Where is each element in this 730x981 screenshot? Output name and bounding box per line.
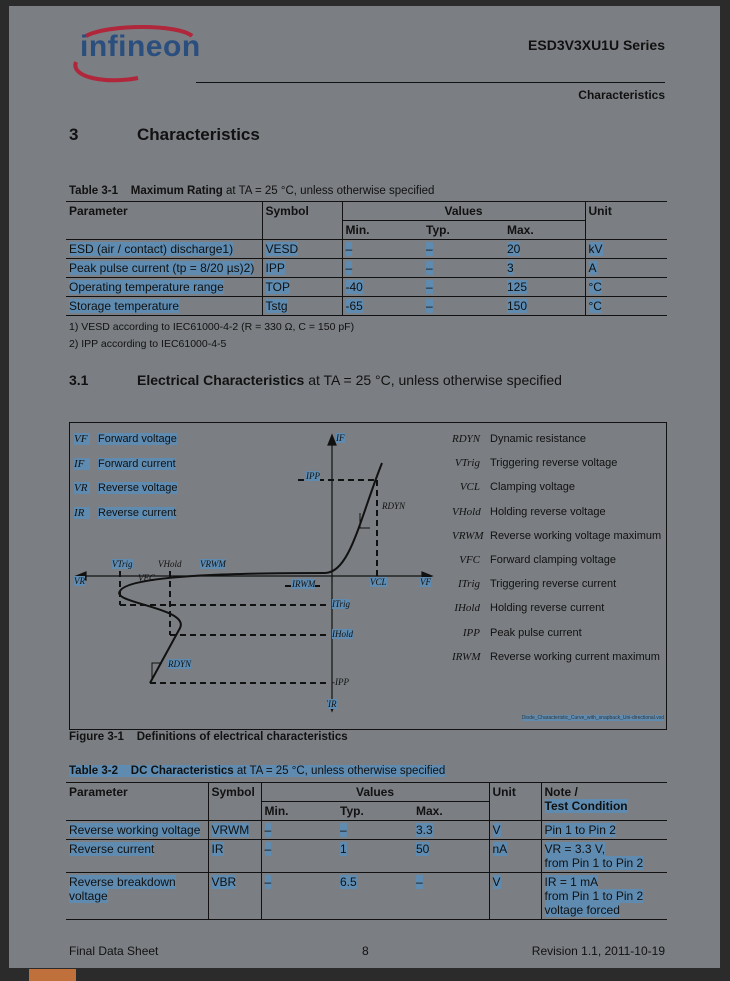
t1-h-max: Max. [504,221,585,240]
t2-cell-note: VR = 3.3 V, from Pin 1 to Pin 2 [541,840,667,873]
t1-h-values: Values [342,202,585,221]
section31-title: Electrical Characteristics [137,372,305,388]
figure-watermark: Diode_Characteristic_Curve_with_snapback_Uni-directional.vsd [521,715,664,721]
table2-caption [69,765,445,777]
plot-label-vr_axis: VR [74,576,85,586]
t1-cell-min: – [342,259,423,278]
plot-label-ipp: IPP [306,471,320,481]
plot-label-ir_axis: IR [328,699,337,709]
footer-page: 8 [362,944,369,958]
footer-right: Revision 1.1, 2011-10-19 [531,944,665,958]
legend-item: RDYN Dynamic resistance [452,433,586,445]
plot-label-vcl: VCL [370,577,387,587]
t1-cell-min: -40 [342,278,423,297]
table1-caption-label: Table 3-1 [69,185,118,197]
t1-cell-param: ESD (air / contact) discharge1) [69,242,234,256]
legend-item: IF Forward current [74,457,176,470]
t1-cell-typ: – [426,242,433,256]
t2-cell-min: – [261,840,337,873]
iv-curve-plot [70,423,666,729]
table2-caption-label: Table 3-2 [69,765,118,777]
t1-cell-min: – [342,240,423,259]
section31-cond: at TA = 25 °C, unless otherwise specified [308,372,562,388]
section31-heading [137,372,562,388]
legend-item: VRWM Reverse working voltage maximum [452,529,662,542]
legend-item: IHold Holding reverse current [454,602,605,615]
t1-cell-unit: kV [585,240,667,259]
plot-label-neg_ipp: -IPP [332,677,349,687]
t2-cell-max: 50 [416,842,430,856]
t2-cell-min: – [261,873,337,920]
table2-caption-cond: at TA = 25 °C, unless otherwise specified [236,765,446,777]
t1-cell-unit: °C [585,297,667,316]
table-row [66,297,667,316]
t1-cell-symbol: Tstg [262,297,342,316]
section31-number: 3.1 [69,372,89,388]
table1-caption-cond: at TA = 25 °C, unless otherwise specified [226,185,435,197]
iv-curve [119,463,382,683]
plot-label-rdyn_bottom: RDYN [168,659,192,669]
t2-cell-note: IR = 1 mA from Pin 1 to Pin 2 voltage forced [541,873,667,920]
t1-cell-min: -65 [342,297,423,316]
t2-cell-max: – [416,875,423,889]
table-row [66,821,667,840]
section-title: Characteristics [578,88,665,102]
t2-cell-symbol: IR [208,840,261,873]
chapter-number: 3 [69,125,79,144]
legend-item: ITrig Triggering reverse current [457,578,617,591]
t1-cell-param: Operating temperature range [69,280,224,294]
t1-cell-max: 20 [507,242,521,256]
t2-h-param: Parameter [66,783,208,821]
chapter-title: Characteristics [137,125,260,144]
series-title: ESD3V3XU1U Series [528,37,665,53]
t1-cell-unit: °C [585,278,667,297]
legend-item: VCL Clamping voltage [459,481,575,494]
t2-h-typ: Typ. [337,802,413,821]
t1-cell-symbol: VESD [262,240,342,259]
t2-cell-typ: 1 [340,842,347,856]
plot-label-vhold: VHold [158,559,182,569]
taskbar-tab[interactable] [29,969,76,981]
plot-label-vfc: VFC [138,573,155,583]
plot-label-vrwm: VRWM [200,559,226,569]
t1-cell-max: 3 [507,261,514,275]
plot-label-itrig: ITrig [332,599,351,609]
t2-cell-typ: – [340,823,347,837]
t2-h-max: Max. [413,802,489,821]
legend-item: VHold Holding reverse voltage [452,505,606,518]
table1-caption-title: Maximum Rating [130,185,223,197]
footnote-1: 1) VESD according to IEC61000-4-2 (R = 330 Ω, C = 150 pF) [69,321,355,333]
legend-item: IR Reverse current [74,506,177,519]
t2-h-values: Values [261,783,489,802]
header-rule [196,82,665,83]
plot-label-rdyn_top: RDYN [382,501,406,511]
t2-h-unit: Unit [489,783,541,821]
plot-label-ihold: IHold [332,629,353,639]
t2-cell-note: Pin 1 to Pin 2 [541,821,667,840]
t2-h-symbol: Symbol [208,783,261,821]
legend-item: IRWM Reverse working current maximum [452,650,660,663]
table-dc-characteristics [66,782,667,920]
table-row [66,278,667,297]
t2-cell-min: – [261,821,337,840]
legend-item: VTrig Triggering reverse voltage [454,457,618,470]
t1-cell-symbol: TOP [262,278,342,297]
table-row [66,873,667,920]
t2-cell-param: Reverse current [69,842,155,856]
figure-iv-curve [69,422,667,730]
table2-caption-title: DC Characteristics [130,765,234,777]
footer-left: Final Data Sheet [69,944,159,958]
t1-cell-max: 125 [507,280,528,294]
table-row [66,840,667,873]
t1-h-param: Parameter [66,202,262,240]
t1-cell-max: 150 [507,299,528,313]
t1-cell-param: Peak pulse current (tp = 8/20 µs)2) [69,261,255,275]
t2-cell-unit: V [489,821,541,840]
table-row [66,240,667,259]
legend-item: VFC Forward clamping voltage [459,554,616,566]
t1-cell-symbol: IPP [262,259,342,278]
t1-cell-typ: – [426,299,433,313]
t2-cell-max: 3.3 [416,823,433,837]
t1-cell-param: Storage temperature [69,299,180,313]
t2-cell-unit: V [489,873,541,920]
figure-caption-label: Figure 3-1 [69,731,124,743]
plot-label-irwm: IRWM [292,579,316,589]
if-arrow [328,435,336,445]
table-row [66,259,667,278]
t2-cell-unit: nA [489,840,541,873]
t1-h-typ: Typ. [423,221,504,240]
plot-label-if_axis: IF [336,433,345,443]
t1-cell-unit: A [585,259,667,278]
figure-caption [69,731,348,743]
t1-cell-typ: – [426,280,433,294]
t2-h-min: Min. [261,802,337,821]
plot-label-vf_axis: VF [420,577,431,587]
legend-item: IPP Peak pulse current [462,626,582,639]
footnote-2: 2) IPP according to IEC61000-4-5 [69,338,227,350]
t2-cell-typ: 6.5 [340,875,357,889]
legend-item: VR Reverse voltage [74,482,178,494]
plot-label-vtrig: VTrig [112,559,133,569]
figure-caption-title: Definitions of electrical characteristics [136,731,348,743]
t1-cell-typ: – [426,261,433,275]
t1-h-symbol: Symbol [262,202,342,240]
legend-item: VF Forward voltage [74,433,177,445]
t2-h-note: Note / Test Condition [541,783,667,821]
logo-wordmark: infineon [80,30,201,63]
table1-caption [69,185,434,197]
t2-cell-param: Reverse working voltage [69,823,201,837]
t2-cell-symbol: VRWM [208,821,261,840]
t2-cell-symbol: VBR [208,873,261,920]
t2-cell-param: Reverse breakdown voltage [69,875,176,903]
t1-h-unit: Unit [585,202,667,240]
t1-h-min: Min. [342,221,423,240]
table-maximum-rating [66,201,667,316]
